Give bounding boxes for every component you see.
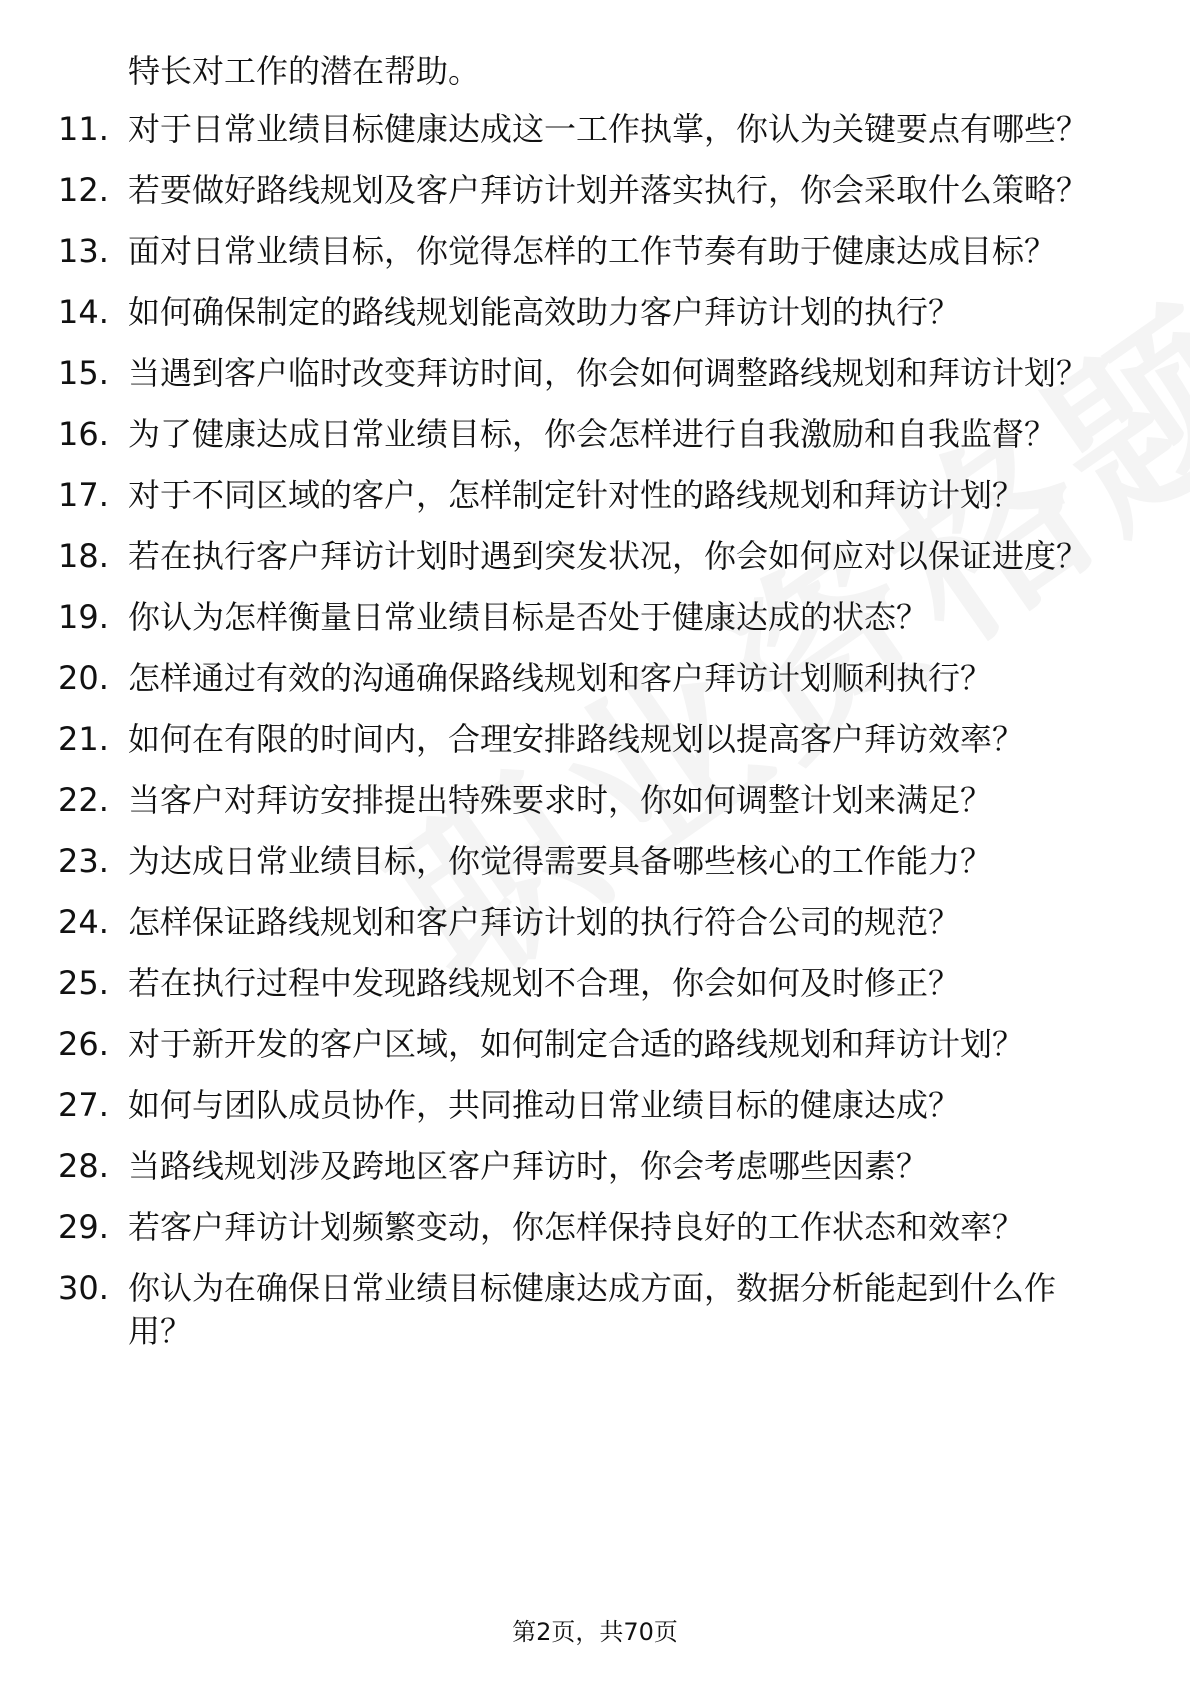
question-number: 24. bbox=[58, 903, 109, 941]
question-item bbox=[58, 1267, 1118, 1353]
question-text: 对于不同区域的客户，怎样制定针对性的路线规划和拜访计划？ bbox=[128, 476, 1025, 514]
question-number: 11. bbox=[58, 110, 109, 148]
question-number: 20. bbox=[58, 659, 109, 697]
question-text: 当路线规划涉及跨地区客户拜访时，你会考虑哪些因素？ bbox=[128, 1147, 929, 1185]
question-number: 13. bbox=[58, 232, 109, 270]
question-item bbox=[58, 901, 1118, 944]
question-item bbox=[58, 1084, 1118, 1127]
question-number: 21. bbox=[58, 720, 109, 758]
question-item bbox=[58, 108, 1118, 151]
question-text: 怎样保证路线规划和客户拜访计划的执行符合公司的规范？ bbox=[128, 903, 961, 941]
question-item bbox=[58, 291, 1118, 334]
question-item bbox=[58, 596, 1118, 639]
question-number: 15. bbox=[58, 354, 109, 392]
question-number: 16. bbox=[58, 415, 109, 453]
question-text: 当客户对拜访安排提出特殊要求时，你如何调整计划来满足？ bbox=[128, 781, 993, 819]
question-text: 面对日常业绩目标，你觉得怎样的工作节奏有助于健康达成目标？ bbox=[128, 232, 1057, 270]
question-number: 17. bbox=[58, 476, 109, 514]
page-footer: 第2页，共70页 bbox=[512, 1618, 678, 1646]
question-number: 28. bbox=[58, 1147, 109, 1185]
question-text: 对于新开发的客户区域，如何制定合适的路线规划和拜访计划？ bbox=[128, 1025, 1025, 1063]
question-item bbox=[58, 962, 1118, 1005]
question-item bbox=[58, 657, 1118, 700]
question-text: 如何确保制定的路线规划能高效助力客户拜访计划的执行？ bbox=[128, 293, 961, 331]
question-number: 27. bbox=[58, 1086, 109, 1124]
question-item bbox=[58, 230, 1118, 273]
question-text: 怎样通过有效的沟通确保路线规划和客户拜访计划顺利执行？ bbox=[128, 659, 993, 697]
question-number: 19. bbox=[58, 598, 109, 636]
question-list bbox=[58, 108, 1118, 1371]
question-item bbox=[58, 352, 1118, 395]
question-text: 若客户拜访计划频繁变动，你怎样保持良好的工作状态和效率？ bbox=[128, 1208, 1025, 1246]
question-text: 若在执行过程中发现路线规划不合理，你会如何及时修正？ bbox=[128, 964, 961, 1002]
question-item bbox=[58, 779, 1118, 822]
question-number: 25. bbox=[58, 964, 109, 1002]
question-item bbox=[58, 1023, 1118, 1066]
question-number: 30. bbox=[58, 1269, 109, 1307]
question-text: 如何与团队成员协作，共同推动日常业绩目标的健康达成？ bbox=[128, 1086, 961, 1124]
question-number: 23. bbox=[58, 842, 109, 880]
question-text: 若在执行客户拜访计划时遇到突发状况，你会如何应对以保证进度？ bbox=[128, 537, 1089, 575]
question-item bbox=[58, 718, 1118, 761]
question-number: 18. bbox=[58, 537, 109, 575]
question-item bbox=[58, 413, 1118, 456]
question-text: 如何在有限的时间内，合理安排路线规划以提高客户拜访效率？ bbox=[128, 720, 1025, 758]
question-item bbox=[58, 535, 1118, 578]
question-number: 22. bbox=[58, 781, 109, 819]
question-item bbox=[58, 474, 1118, 517]
question-number: 14. bbox=[58, 293, 109, 331]
question-text: 为达成日常业绩目标，你觉得需要具备哪些核心的工作能力？ bbox=[128, 842, 993, 880]
question-item bbox=[58, 1206, 1118, 1249]
question-item bbox=[58, 1145, 1118, 1188]
question-text: 为了健康达成日常业绩目标，你会怎样进行自我激励和自我监督？ bbox=[128, 415, 1057, 453]
question-number: 12. bbox=[58, 171, 109, 209]
question-text: 你认为在确保日常业绩目标健康达成方面，数据分析能起到什么作用？ bbox=[128, 1269, 1057, 1350]
question-number: 29. bbox=[58, 1208, 109, 1246]
question-number: 26. bbox=[58, 1025, 109, 1063]
question-text: 若要做好路线规划及客户拜访计划并落实执行，你会采取什么策略？ bbox=[128, 171, 1089, 209]
continuation-text: 特长对工作的潜在帮助。 bbox=[128, 52, 481, 90]
question-text: 你认为怎样衡量日常业绩目标是否处于健康达成的状态？ bbox=[128, 598, 929, 636]
question-item bbox=[58, 840, 1118, 883]
question-text: 对于日常业绩目标健康达成这一工作执掌，你认为关键要点有哪些？ bbox=[128, 110, 1089, 148]
question-text: 当遇到客户临时改变拜访时间，你会如何调整路线规划和拜访计划？ bbox=[128, 354, 1089, 392]
question-item bbox=[58, 169, 1118, 212]
